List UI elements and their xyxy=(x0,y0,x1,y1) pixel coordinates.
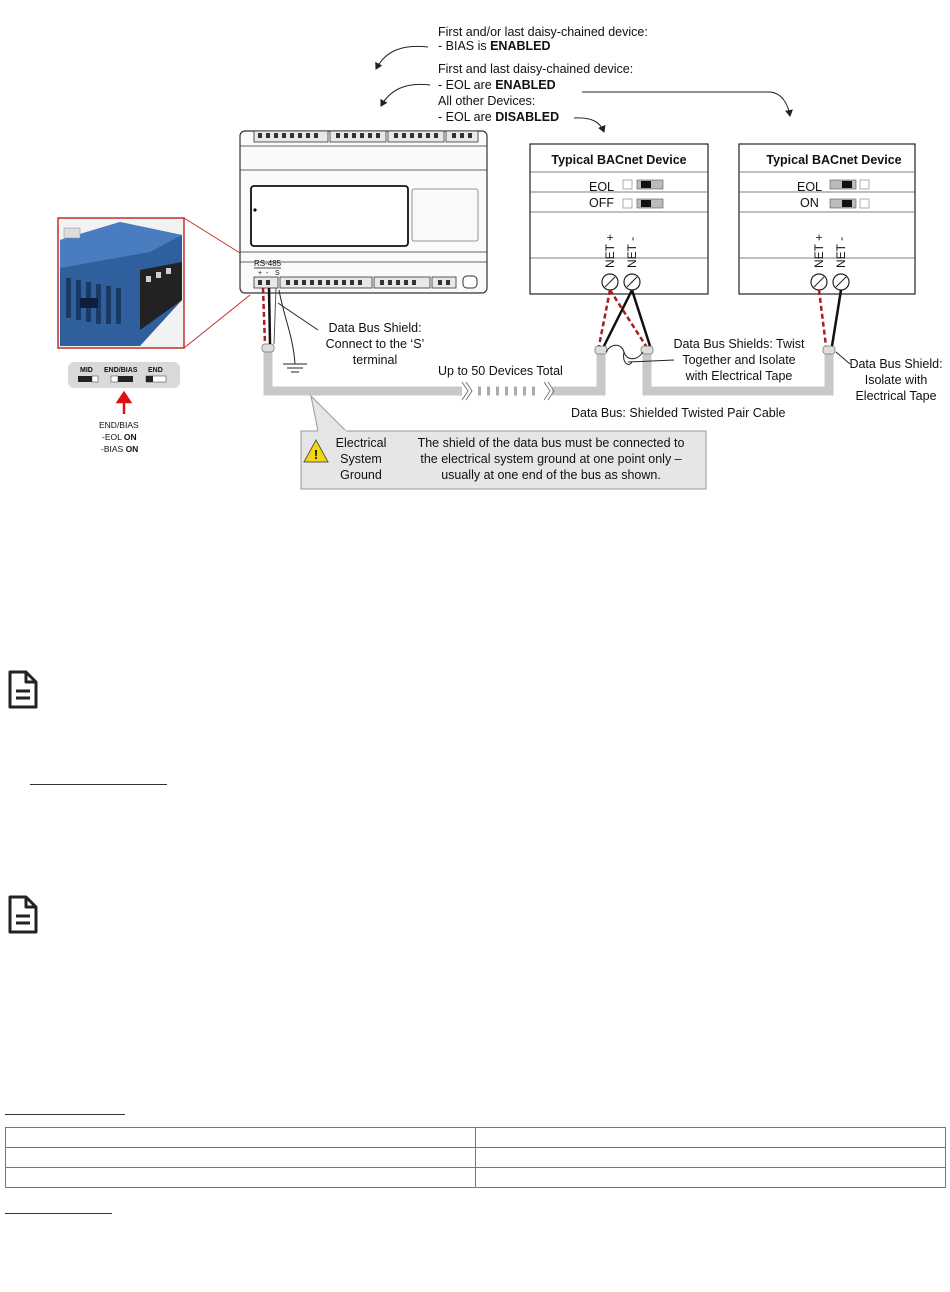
section-underline-1 xyxy=(30,784,167,785)
table-cell xyxy=(6,1148,476,1168)
device-1-wires xyxy=(599,290,650,346)
shields-twist-line-3: with Electrical Tape xyxy=(685,369,793,383)
bias-arrow xyxy=(376,46,428,69)
table-row xyxy=(6,1148,946,1168)
red-up-arrow xyxy=(118,393,130,414)
cable-break xyxy=(462,382,554,400)
shields-twist-line-2: Together and Isolate xyxy=(682,353,796,367)
controller-port-inset xyxy=(58,218,250,348)
bias-on-caption: -BIAS ON xyxy=(101,444,139,454)
device-1-net-plus: NET + xyxy=(603,233,617,268)
eol-note-title: First and last daisy-chained device: xyxy=(438,62,634,76)
terminal-s-label: S xyxy=(275,270,280,277)
empty-table xyxy=(5,1127,946,1188)
warning-pointer xyxy=(311,396,346,431)
terminal-plus-label: + xyxy=(258,270,263,277)
note-document-icon xyxy=(6,670,40,710)
device-1-title: Typical BACnet Device xyxy=(551,153,687,167)
disabled-arrow xyxy=(574,118,604,132)
warning-title-line-3: Ground xyxy=(340,468,382,482)
eol-arrow-left xyxy=(381,84,430,106)
controller xyxy=(240,131,487,293)
eol-arrow-right xyxy=(582,92,790,116)
shield-connect-line-3: terminal xyxy=(352,353,398,367)
warning-title-line-2: System xyxy=(340,452,382,466)
note-document-icon xyxy=(6,895,40,935)
other-devices-title: All other Devices: xyxy=(438,94,536,108)
terminal-minus-label: - xyxy=(266,270,269,277)
bias-switch-strip xyxy=(68,362,180,388)
device-2-wires xyxy=(819,290,841,346)
warning-text-line-2: the electrical system ground at one point only – xyxy=(420,452,682,466)
switch-label-end-bias: END/BIAS xyxy=(104,367,138,374)
shields-twist-line-1: Data Bus Shields: Twist xyxy=(673,337,805,351)
warning-title-line-1: Electrical xyxy=(335,436,387,450)
switch-label-end: END xyxy=(148,367,163,374)
section-underline-2 xyxy=(5,1114,125,1115)
bias-note-line: - BIAS is ENABLED xyxy=(438,39,551,53)
devices-total-label: Up to 50 Devices Total xyxy=(438,364,563,378)
bacnet-wiring-diagram xyxy=(0,0,950,500)
end-bias-caption: END/BIAS xyxy=(99,420,139,430)
rs485-label: RS-485 xyxy=(254,259,282,268)
other-devices-line: - EOL are DISABLED xyxy=(438,110,560,124)
warning-text-line-3: usually at one end of the bus as shown. xyxy=(441,468,661,482)
switch-label-mid: MID xyxy=(80,367,93,374)
shield-isolate-line-2: Isolate with xyxy=(864,373,928,387)
device-1-eol-label: EOL xyxy=(589,180,615,194)
table-row xyxy=(6,1168,946,1188)
shield-isolate-line-3: Electrical Tape xyxy=(855,389,937,403)
shield-isolate-line-1: Data Bus Shield: xyxy=(849,357,943,371)
table-cell xyxy=(476,1148,946,1168)
table-cell xyxy=(476,1128,946,1148)
device-2-net-minus: NET - xyxy=(834,236,848,268)
shield-connect-line-2: Connect to the ‘S’ xyxy=(325,337,425,351)
controller-wires xyxy=(263,288,276,344)
table-cell xyxy=(6,1168,476,1188)
eol-on-caption: -EOL ON xyxy=(102,432,137,442)
cable-label: Data Bus: Shielded Twisted Pair Cable xyxy=(571,406,786,420)
warning-text-line-1: The shield of the data bus must be connected to xyxy=(417,436,685,450)
shield-connect-line-1: Data Bus Shield: xyxy=(328,321,422,335)
device-2-title: Typical BACnet Device xyxy=(766,153,902,167)
device-1-state-label: OFF xyxy=(589,196,614,210)
svg-text:!: ! xyxy=(313,447,319,462)
table-cell xyxy=(6,1128,476,1148)
device-2-eol-label: EOL xyxy=(797,180,823,194)
device-2-state-label: ON xyxy=(800,196,819,210)
table-cell xyxy=(476,1168,946,1188)
eol-note-line: - EOL are ENABLED xyxy=(438,78,556,92)
section-underline-3 xyxy=(5,1213,112,1214)
bias-note-title: First and/or last daisy-chained device: xyxy=(438,25,648,39)
device-2-net-plus: NET + xyxy=(812,233,826,268)
ground-symbol xyxy=(279,290,307,372)
table-row xyxy=(6,1128,946,1148)
device-1-net-minus: NET - xyxy=(625,236,639,268)
